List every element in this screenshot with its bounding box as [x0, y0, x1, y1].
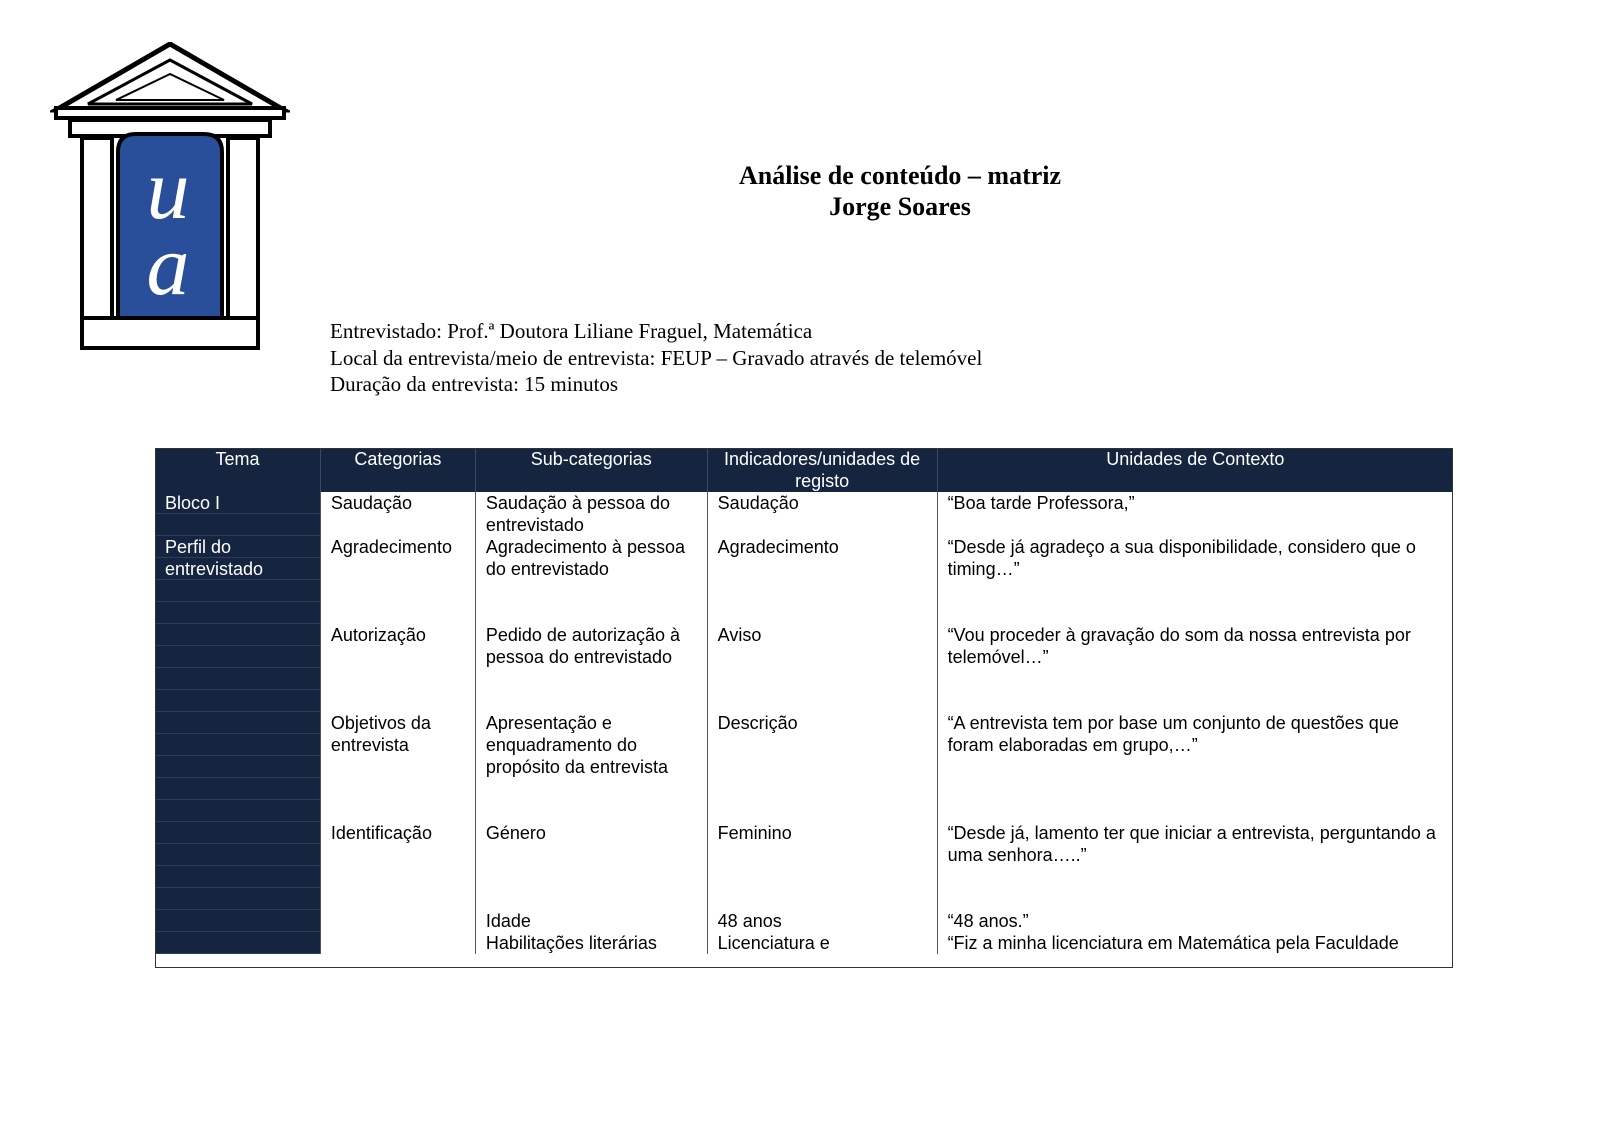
svg-text:a: a: [146, 217, 190, 313]
tema-cell: [155, 492, 320, 954]
title-line-2: Jorge Soares: [829, 192, 971, 221]
document-title: [640, 160, 1160, 222]
table-row: [155, 712, 1453, 822]
indicador-cell: Descrição: [707, 712, 937, 822]
tema-perfil: Perfil do entrevistado: [165, 537, 264, 579]
indicador-cell: Agradecimento: [707, 536, 937, 624]
interview-location: Local da entrevista/meio de entrevista: FEUP – Gravado através de telemóvel: [330, 345, 983, 370]
indicador-cell: Feminino: [707, 822, 937, 910]
contexto-cell: “A entrevista tem por base um conjunto de questões que foram elaboradas em grupo,…”: [937, 712, 1453, 822]
header-contexto: Unidades de Contexto: [937, 448, 1453, 492]
interviewee: Entrevistado: Prof.ª Doutora Liliane Fraguel, Matemática: [330, 319, 813, 343]
categoria-cell: Identificação: [320, 822, 475, 910]
subcategoria-cell: [475, 910, 707, 954]
contexto-cell: “Boa tarde Professora,”: [937, 492, 1453, 536]
subcategoria-idade: Idade: [485, 911, 531, 931]
indicador-cell: Aviso: [707, 624, 937, 712]
subcategoria-habilitacoes: Habilitações literárias: [485, 933, 657, 953]
header-tema: Tema: [155, 448, 320, 492]
indicador-cell: Saudação: [707, 492, 937, 536]
interview-duration: Duração da entrevista: 15 minutos: [330, 372, 619, 396]
subcategoria-cell: Apresentação e enquadramento do propósito da entrevista: [475, 712, 707, 822]
indicador-habilitacoes: Licenciatura e: [717, 933, 830, 953]
contexto-idade: “48 anos.”: [947, 911, 1029, 931]
header-subcategorias: Sub-categorias: [475, 448, 707, 492]
categoria-cell: Saudação: [320, 492, 475, 536]
contexto-cell: “Vou proceder à gravação do som da nossa entrevista por telemóvel…”: [937, 624, 1453, 712]
header-categorias: Categorias: [320, 448, 475, 492]
table-row: [155, 822, 1453, 910]
indicador-cell: [707, 910, 937, 954]
subcategoria-cell: Género: [475, 822, 707, 910]
svg-text:u: u: [146, 141, 190, 237]
categoria-cell: Objetivos da entrevista: [320, 712, 475, 822]
categoria-cell: Agradecimento: [320, 536, 475, 624]
table-row: [155, 624, 1453, 712]
categoria-cell: [320, 910, 475, 954]
interview-meta: [330, 318, 982, 398]
contexto-cell: “Desde já, lamento ter que iniciar a entrevista, perguntando a uma senhora…..”: [937, 822, 1453, 910]
subcategoria-cell: Agradecimento à pessoa do entrevistado: [475, 536, 707, 624]
contexto-habilitacoes: “Fiz a minha licenciatura em Matemática pela Faculdade: [947, 933, 1399, 953]
contexto-cell: [937, 910, 1453, 954]
table-row: [155, 492, 1453, 536]
indicador-idade: 48 anos: [717, 911, 782, 931]
subcategoria-cell: Pedido de autorização à pessoa do entrevistado: [475, 624, 707, 712]
table-row: [155, 536, 1453, 624]
categoria-cell: Autorização: [320, 624, 475, 712]
content-analysis-table: [155, 448, 1453, 954]
tema-bloco: Bloco I: [165, 493, 221, 513]
university-logo: [50, 42, 290, 362]
contexto-cell: “Desde já agradeço a sua disponibilidade, considero que o timing…”: [937, 536, 1453, 624]
header-indicadores: Indicadores/unidades de registo: [707, 448, 937, 492]
table-row: [155, 910, 1453, 954]
title-line-1: Análise de conteúdo – matriz: [738, 161, 1062, 190]
subcategoria-cell: Saudação à pessoa do entrevistado: [475, 492, 707, 536]
table-header-row: [155, 448, 1453, 492]
